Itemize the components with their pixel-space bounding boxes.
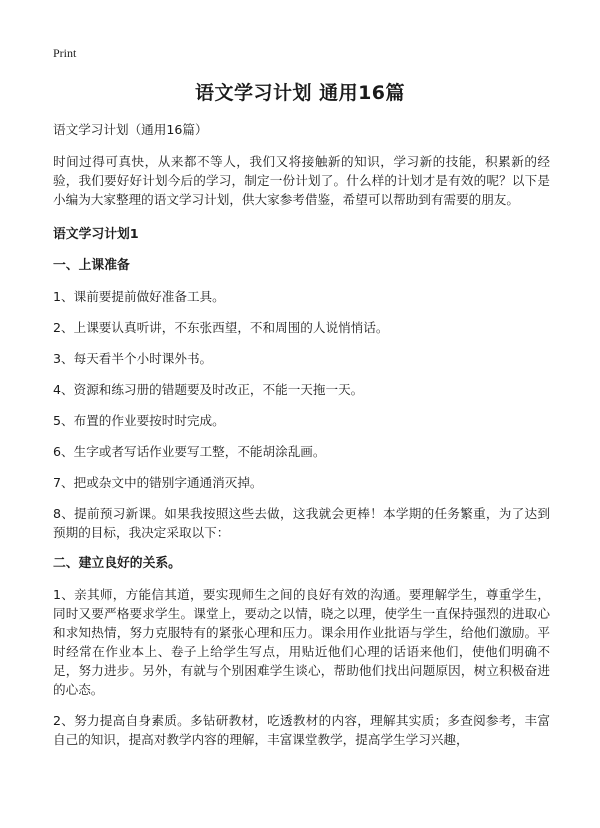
list-item: 8、提前预习新课。如果我按照这些去做，这我就会更棒！本学期的任务繁重，为了达到预期的目标，我决定采取以下： [53,506,550,540]
heading-class-preparation: 一、上课准备 [53,258,130,273]
list-item: 4、资源和练习册的错题要及时改正，不能一天拖一天。 [53,382,364,397]
intro-paragraph: 时间过得可真快，从来都不等人，我们又将接触新的知识，学习新的技能，积累新的经验，我们要好好计划今后的学习，制定一份计划了。什么样的计划才是有效的呢？以下是小编为大家整理的语文学习计划，供大家参考借鉴，希望可以帮助到有需要的朋友。 [53,154,550,207]
list-item: 6、生字或者写话作业要写工整，不能胡涂乱画。 [53,444,326,459]
list-item: 7、把或杂文中的错别字通通消灭掉。 [53,475,263,490]
list-item: 3、每天看半个小时课外书。 [53,351,213,366]
list-item: 1、亲其师，方能信其道，要实现师生之间的良好有效的沟通。要理解学生，尊重学生，同时又要严格要求学生。课堂上，要动之以情，晓之以理，使学生一直保持强烈的进取心和求知热情，努力克服特有的紧张心理和压力。课余用作业批语与学生，给他们激励。平时经常在作业本上、卷子上给学生写点，用贴近他们心理的话语来他们，使他们明确不足，努力进步。另外，有就与个别困难学生谈心，帮助他们找出问题原因，树立积极奋进的心态。 [53,587,550,697]
print-link[interactable]: Print [53,46,77,60]
list-item: 2、努力提高自身素质。多钻研教材，吃透教材的内容，理解其实质；多查阅参考，丰富自己的知识，提高对教学内容的理解，丰富课堂教学，提高学生学习兴趣， [53,713,550,747]
list-item: 1、课前要提前做好准备工具。 [53,289,225,304]
list-item: 5、布置的作业要按时时完成。 [53,413,225,428]
document-body [53,120,550,761]
list-item: 2、上课要认真听讲，不东张西望，不和周围的人说悄悄话。 [53,320,389,335]
page-title: 语文学习计划 通用16篇 [194,82,406,104]
document-subtitle: 语文学习计划（通用16篇） [53,122,208,137]
section-title: 语文学习计划1 [53,227,139,242]
heading-relationships: 二、建立良好的关系。 [53,556,181,571]
